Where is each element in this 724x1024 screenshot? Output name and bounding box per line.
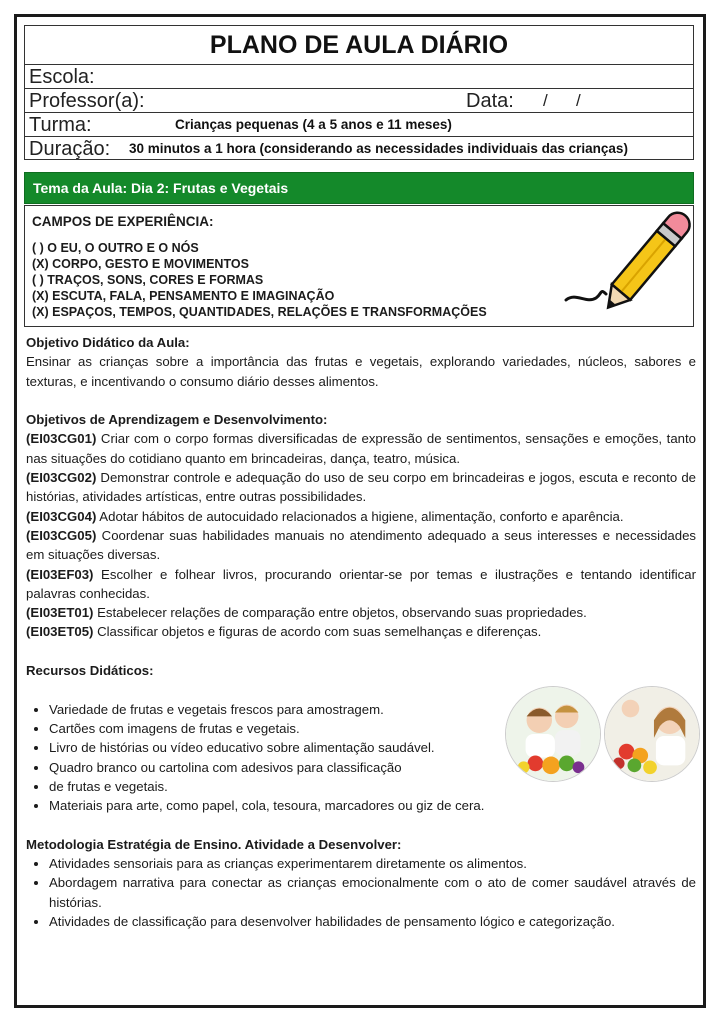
metodologia-item: • Atividades de classificação para desenvolver habilidades de pensamento lógico e categorização. [49, 912, 696, 931]
objective-item [26, 622, 696, 641]
objective-text: Adotar hábitos de autocuidado relacionados a higiene, alimentação, conforto e aparência. [96, 508, 624, 524]
recurso-item: • Livro de histórias ou vídeo educativo sobre alimentação saudável. [49, 738, 569, 757]
objective-code: (EI03CG01) [26, 431, 97, 447]
objective-item [26, 429, 696, 468]
aprendizagem-heading: Objetivos de Aprendizagem e Desenvolvimento: [26, 412, 328, 428]
recurso-item: • de frutas e vegetais. [49, 777, 569, 796]
lesson-body [26, 333, 696, 931]
objective-item [26, 468, 696, 507]
objective-text: Coordenar suas habilidades manuais no atendimento adequado a seus interesses e necessidades em situações diversas. [26, 527, 696, 563]
objective-code: (EI03CG04) [26, 508, 97, 524]
row-turma [25, 113, 693, 137]
professor-label: Professor(a): [29, 90, 145, 112]
objective-code: (EI03ET01) [26, 605, 94, 621]
campo-item: (X) ESPAÇOS, TEMPOS, QUANTIDADES, RELAÇÕES E TRANSFORMAÇÕES [32, 305, 487, 319]
objective-code: (EI03CG05) [26, 527, 97, 543]
objective-text: Demonstrar controle e adequação do uso de seu corpo em brincadeiras e jogos, escuta e reconto de histórias, atividades artísticas, entre outras possibilidades. [26, 470, 696, 505]
metodologia-item: • Atividades sensoriais para as crianças experimentarem diretamente os alimentos. [49, 854, 696, 873]
objective-item [26, 526, 696, 565]
recursos-list [26, 700, 569, 816]
objective-text: Estabelecer relações de comparação entre objetos, observando suas propriedades. [93, 605, 587, 621]
objective-code: (EI03CG02) [26, 470, 97, 486]
turma-value: Crianças pequenas (4 a 5 anos e 11 meses) [175, 117, 452, 132]
objective-text: Classificar objetos e figuras de acordo com suas semelhanças e diferenças. [93, 624, 542, 640]
metodologia-list [26, 854, 696, 931]
metodologia-item: • Abordagem narrativa para conectar as crianças emocionalmente com o ato de comer saudável através de histórias. [49, 873, 696, 912]
campo-item: ( ) TRAÇOS, SONS, CORES E FORMAS [32, 273, 264, 287]
campo-item: ( ) O EU, O OUTRO E O NÓS [32, 241, 199, 255]
header-table [24, 25, 694, 160]
row-escola [25, 65, 693, 89]
duracao-value: 30 minutos a 1 hora (considerando as necessidades individuais das crianças) [129, 141, 628, 156]
objective-item [26, 507, 696, 526]
recurso-item: • Materiais para arte, como papel, cola, tesoura, marcadores ou giz de cera. [49, 796, 569, 815]
date-slashes: / / [543, 91, 581, 110]
page-title: PLANO DE AULA DIÁRIO [25, 26, 693, 65]
girl-fruit-photo [604, 686, 700, 782]
objective-item [26, 603, 696, 622]
recursos-heading: Recursos Didáticos: [26, 663, 154, 679]
theme-bar: Tema da Aula: Dia 2: Frutas e Vegetais [24, 172, 694, 204]
objetivo-text: Ensinar as crianças sobre a importância das frutas e vegetais, explorando variedades, núcleos, sabores e texturas, e incentivando o consumo diário desses alimentos. [26, 354, 696, 389]
data-label: Data: [466, 90, 514, 112]
objective-code: (EI03ET05) [26, 624, 94, 640]
objective-text: Criar com o corpo formas diversificadas de expressão de sentimentos, sensações e emoções, tanto nas situações do cotidiano quanto em brincadeiras, dança, teatro, música. [26, 431, 696, 466]
campo-item: (X) CORPO, GESTO E MOVIMENTOS [32, 257, 249, 271]
row-duracao [25, 137, 693, 160]
escola-label: Escola: [29, 66, 95, 88]
campos-title: CAMPOS DE EXPERIÊNCIA: [32, 214, 214, 229]
campo-item: (X) ESCUTA, FALA, PENSAMENTO E IMAGINAÇÃO [32, 289, 335, 303]
pencil-icon [556, 208, 694, 316]
objective-code: (EI03EF03) [26, 566, 94, 582]
objetivo-heading: Objetivo Didático da Aula: [26, 335, 190, 350]
duracao-label: Duração: [29, 138, 111, 160]
objective-text: Escolher e folhear livros, procurando orientar-se por temas e ilustrações e tentando identificar palavras conhecidas. [26, 566, 696, 601]
metodologia-heading: Metodologia Estratégia de Ensino. Atividade a Desenvolver: [26, 836, 402, 852]
campos-list [32, 240, 487, 320]
turma-label: Turma: [29, 114, 92, 136]
recurso-item: • Quadro branco ou cartolina com adesivos para classificação [49, 758, 569, 777]
children-fruit-photo [505, 686, 601, 782]
objective-item [26, 565, 696, 604]
recurso-item: • Cartões com imagens de frutas e vegetais. [49, 719, 569, 738]
row-professor [25, 89, 693, 113]
recurso-item: • Variedade de frutas e vegetais frescos para amostragem. [49, 700, 569, 719]
